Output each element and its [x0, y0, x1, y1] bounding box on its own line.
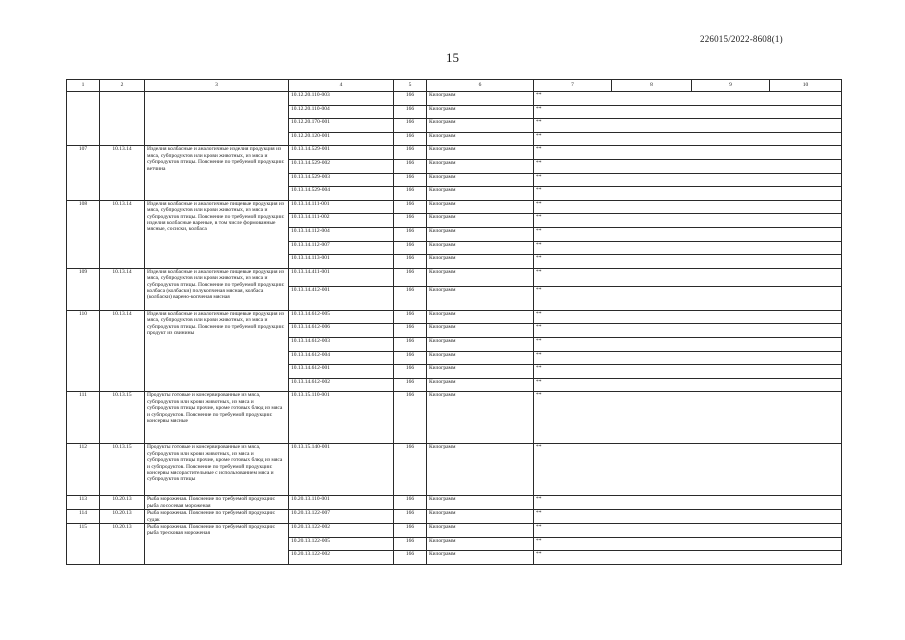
table-row: [67, 92, 842, 106]
product-description-cell: Продукты готовые и консервированные из мяса, субпродуктов или крови животных, из мяса и субпродуктов птицы прочие, кроме готовых блюд из мяса и субпродуктов. Пояснение по требуемой продукции: консервы мясорастительные с использованием мяса и субпродуктов птицы: [145, 444, 289, 496]
quantity-merged-cell: **: [534, 187, 842, 201]
unit-code-cell: 166: [394, 551, 427, 565]
unit-name-cell: Килограмм: [427, 105, 534, 119]
okpd-code-cell: 10.13.14.612-005: [289, 310, 394, 324]
unit-code-cell: 166: [394, 310, 427, 324]
unit-name-cell: Килограмм: [427, 200, 534, 214]
quantity-merged-cell: **: [534, 255, 842, 269]
quantity-merged-cell: **: [534, 241, 842, 255]
column-header: 6: [427, 80, 534, 92]
okpd-group-code-cell: 10.13.14: [100, 268, 145, 310]
okpd-code-cell: 10.20.13.122-005: [289, 537, 394, 551]
unit-name-cell: Килограмм: [427, 241, 534, 255]
unit-name-cell: Килограмм: [427, 214, 534, 228]
okpd-code-cell: 10.13.14.529-004: [289, 187, 394, 201]
column-header: 1: [67, 80, 100, 92]
unit-name-cell: Килограмм: [427, 268, 534, 286]
quantity-merged-cell: **: [534, 351, 842, 365]
product-description-cell: [145, 92, 289, 146]
okpd-code-cell: 10.12.20.110-003: [289, 92, 394, 106]
unit-code-cell: 166: [394, 200, 427, 214]
quantity-merged-cell: **: [534, 286, 842, 310]
quantity-merged-cell: **: [534, 105, 842, 119]
quantity-merged-cell: **: [534, 159, 842, 173]
table-row: [67, 510, 842, 524]
row-number-cell: 114: [67, 510, 100, 524]
quantity-merged-cell: **: [534, 365, 842, 379]
okpd-code-cell: 10.13.14.112-007: [289, 241, 394, 255]
unit-name-cell: Килограмм: [427, 310, 534, 324]
quantity-merged-cell: **: [534, 268, 842, 286]
okpd-code-cell: 10.13.14.612-006: [289, 324, 394, 338]
quantity-merged-cell: **: [534, 173, 842, 187]
unit-name-cell: Килограмм: [427, 551, 534, 565]
product-description-cell: Рыба мороженая. Пояснение по требуемой продукции: рыба тресковая мороженая: [145, 523, 289, 564]
unit-code-cell: 166: [394, 105, 427, 119]
unit-name-cell: Килограмм: [427, 392, 534, 444]
table-row: [67, 310, 842, 324]
row-number-cell: 110: [67, 310, 100, 392]
okpd-group-code-cell: [100, 92, 145, 146]
okpd-code-cell: 10.13.14.529-002: [289, 159, 394, 173]
unit-name-cell: Килограмм: [427, 444, 534, 496]
unit-name-cell: Килограмм: [427, 132, 534, 146]
okpd-code-cell: 10.20.13.110-001: [289, 496, 394, 510]
okpd-code-cell: 10.13.14.112-004: [289, 227, 394, 241]
row-number-cell: 113: [67, 496, 100, 510]
column-header: 4: [289, 80, 394, 92]
quantity-merged-cell: **: [534, 92, 842, 106]
unit-name-cell: Килограмм: [427, 159, 534, 173]
unit-name-cell: Килограмм: [427, 351, 534, 365]
quantity-merged-cell: **: [534, 378, 842, 392]
okpd-group-code-cell: 10.13.14: [100, 310, 145, 392]
unit-code-cell: 166: [394, 444, 427, 496]
product-description-cell: Рыба мороженая. Пояснение по требуемой продукции: рыба лососевая мороженая: [145, 496, 289, 510]
product-description-cell: Продукты готовые и консервированные из мяса, субпродуктов или крови животных, из мяса и субпродуктов птицы прочие, кроме готовых блюд из мяса и субпродуктов. Пояснение по требуемой продукции: консервы мясные: [145, 392, 289, 444]
product-description-cell: Изделия колбасные и аналогичные пищевые продукция из мяса, субпродуктов или крови животных, из мяса и субпродуктов птицы. Пояснение по требуемой продукции: колбаса (колбаски) полукопченая мясная, колбаса (колбаски) варено-копченая мясная: [145, 268, 289, 310]
table-row: [67, 444, 842, 496]
quantity-merged-cell: **: [534, 324, 842, 338]
unit-name-cell: Килограмм: [427, 537, 534, 551]
table-header-row: [67, 80, 842, 92]
row-number-cell: 109: [67, 268, 100, 310]
unit-code-cell: 166: [394, 537, 427, 551]
row-number-cell: 115: [67, 523, 100, 564]
unit-code-cell: 166: [394, 496, 427, 510]
row-number-cell: [67, 92, 100, 146]
row-number-cell: 112: [67, 444, 100, 496]
column-header: 7: [534, 80, 612, 92]
quantity-merged-cell: **: [534, 310, 842, 324]
okpd-group-code-cell: 10.20.13: [100, 523, 145, 564]
product-description-cell: Рыба мороженая. Пояснение по требуемой продукции: судак: [145, 510, 289, 524]
okpd-code-cell: 10.13.14.111-002: [289, 214, 394, 228]
unit-code-cell: 166: [394, 365, 427, 379]
okpd-code-cell: 10.20.13.122-002: [289, 523, 394, 537]
okpd-code-cell: 10.13.14.111-001: [289, 200, 394, 214]
okpd-code-cell: 10.13.15.140-001: [289, 444, 394, 496]
column-header: 2: [100, 80, 145, 92]
okpd-code-cell: 10.13.14.612-002: [289, 378, 394, 392]
table-row: [67, 496, 842, 510]
okpd-code-cell: 10.13.14.612-003: [289, 337, 394, 351]
table-row: [67, 268, 842, 286]
quantity-merged-cell: **: [534, 392, 842, 444]
table-row: [67, 523, 842, 537]
items-table: [66, 79, 842, 565]
unit-code-cell: 166: [394, 146, 427, 160]
quantity-merged-cell: **: [534, 337, 842, 351]
unit-code-cell: 166: [394, 173, 427, 187]
row-number-cell: 111: [67, 392, 100, 444]
quantity-merged-cell: **: [534, 214, 842, 228]
okpd-code-cell: 10.13.14.113-001: [289, 255, 394, 269]
unit-code-cell: 166: [394, 159, 427, 173]
okpd-code-cell: 10.13.14.412-001: [289, 286, 394, 310]
unit-code-cell: 166: [394, 227, 427, 241]
row-number-cell: 107: [67, 146, 100, 200]
unit-name-cell: Килограмм: [427, 187, 534, 201]
unit-code-cell: 166: [394, 523, 427, 537]
quantity-merged-cell: **: [534, 551, 842, 565]
okpd-group-code-cell: 10.20.13: [100, 510, 145, 524]
okpd-code-cell: 10.20.13.122-002: [289, 551, 394, 565]
unit-name-cell: Килограмм: [427, 119, 534, 133]
row-number-cell: 108: [67, 200, 100, 268]
okpd-code-cell: 10.13.14.612-001: [289, 365, 394, 379]
product-description-cell: Изделия колбасные и аналогичные изделия продукция из мяса, субпродуктов или крови животных, из мяса и субпродуктов птицы. Пояснение по требуемой продукции: ветчина: [145, 146, 289, 200]
unit-code-cell: 166: [394, 337, 427, 351]
table-row: [67, 392, 842, 444]
unit-code-cell: 166: [394, 119, 427, 133]
quantity-merged-cell: **: [534, 537, 842, 551]
unit-name-cell: Килограмм: [427, 324, 534, 338]
okpd-group-code-cell: 10.13.15: [100, 444, 145, 496]
unit-name-cell: Килограмм: [427, 286, 534, 310]
unit-code-cell: 166: [394, 324, 427, 338]
unit-code-cell: 166: [394, 255, 427, 269]
table-row: [67, 200, 842, 214]
okpd-code-cell: 10.13.14.612-004: [289, 351, 394, 365]
column-header: 3: [145, 80, 289, 92]
unit-code-cell: 166: [394, 268, 427, 286]
okpd-code-cell: 10.13.14.529-001: [289, 146, 394, 160]
quantity-merged-cell: **: [534, 444, 842, 496]
unit-name-cell: Килограмм: [427, 337, 534, 351]
unit-name-cell: Килограмм: [427, 510, 534, 524]
unit-code-cell: 166: [394, 132, 427, 146]
unit-name-cell: Килограмм: [427, 92, 534, 106]
column-header: 8: [612, 80, 692, 92]
unit-code-cell: 166: [394, 92, 427, 106]
product-description-cell: Изделия колбасные и аналогичные пищевые продукция из мяса, субпродуктов или крови животных, из мяса и субпродуктов птицы. Пояснение по требуемой продукции: изделия колбасные вареные, в том числе формованные мясные, сосиски, колбаса: [145, 200, 289, 268]
okpd-group-code-cell: 10.20.13: [100, 496, 145, 510]
quantity-merged-cell: **: [534, 119, 842, 133]
unit-name-cell: Килограмм: [427, 378, 534, 392]
okpd-code-cell: 10.12.20.170-001: [289, 119, 394, 133]
okpd-group-code-cell: 10.13.15: [100, 392, 145, 444]
quantity-merged-cell: **: [534, 523, 842, 537]
unit-code-cell: 166: [394, 214, 427, 228]
unit-name-cell: Килограмм: [427, 255, 534, 269]
unit-code-cell: 166: [394, 241, 427, 255]
okpd-code-cell: 10.13.14.411-001: [289, 268, 394, 286]
quantity-merged-cell: **: [534, 227, 842, 241]
unit-name-cell: Килограмм: [427, 227, 534, 241]
unit-code-cell: 166: [394, 510, 427, 524]
quantity-merged-cell: **: [534, 200, 842, 214]
okpd-code-cell: 10.12.20.110-004: [289, 105, 394, 119]
unit-name-cell: Килограмм: [427, 146, 534, 160]
okpd-code-cell: 10.20.13.122-007: [289, 510, 394, 524]
table-row: [67, 146, 842, 160]
unit-code-cell: 166: [394, 286, 427, 310]
unit-name-cell: Килограмм: [427, 496, 534, 510]
okpd-code-cell: 10.13.14.529-003: [289, 173, 394, 187]
unit-code-cell: 166: [394, 392, 427, 444]
product-description-cell: Изделия колбасные и аналогичные пищевые продукция из мяса, субпродуктов или крови животных, из мяса и субпродуктов птицы. Пояснение по требуемой продукции: продукт из свинины: [145, 310, 289, 392]
column-header: 9: [692, 80, 770, 92]
unit-name-cell: Килограмм: [427, 173, 534, 187]
column-header: 5: [394, 80, 427, 92]
column-header: 10: [770, 80, 842, 92]
quantity-merged-cell: **: [534, 496, 842, 510]
quantity-merged-cell: **: [534, 510, 842, 524]
unit-code-cell: 166: [394, 187, 427, 201]
okpd-code-cell: 10.12.20.120-001: [289, 132, 394, 146]
okpd-group-code-cell: 10.13.14: [100, 146, 145, 200]
document-id: 226015/2022-8608(1): [700, 34, 783, 44]
quantity-merged-cell: **: [534, 132, 842, 146]
page-number: 15: [446, 50, 459, 65]
unit-name-cell: Килограмм: [427, 365, 534, 379]
okpd-group-code-cell: 10.13.14: [100, 200, 145, 268]
unit-name-cell: Килограмм: [427, 523, 534, 537]
okpd-code-cell: 10.13.15.110-001: [289, 392, 394, 444]
unit-code-cell: 166: [394, 351, 427, 365]
quantity-merged-cell: **: [534, 146, 842, 160]
unit-code-cell: 166: [394, 378, 427, 392]
